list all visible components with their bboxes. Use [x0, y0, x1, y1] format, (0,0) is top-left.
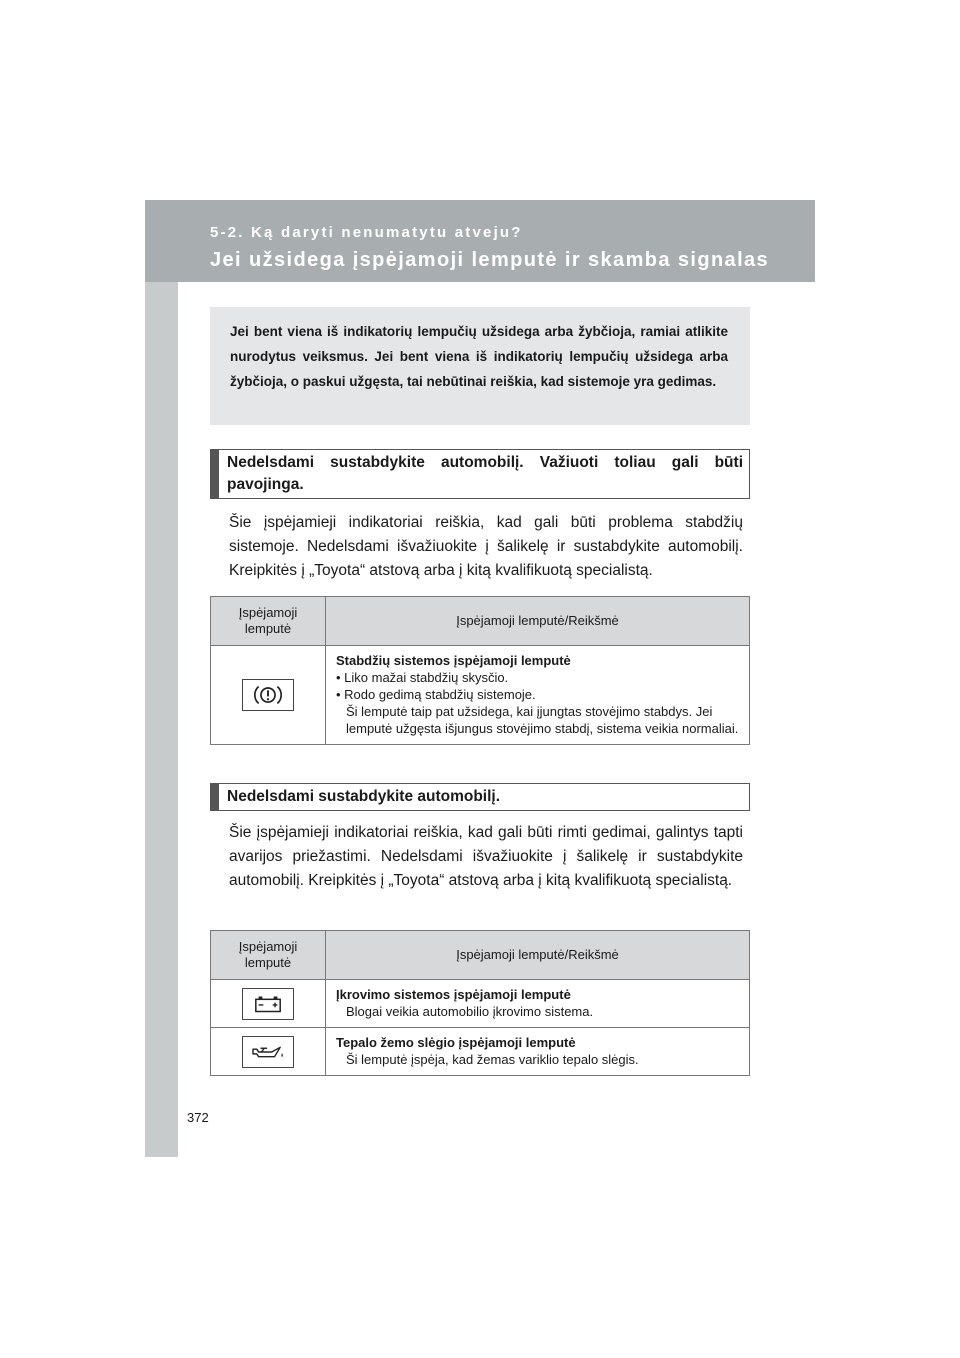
section1-text: Šie įspėjamieji indikatoriai reiškia, kad gali būti problema stabdžių sistemoje. Nedelsdami išvažiuokite į šalikelę ir sustabdykite automobilį. Kreipkitės į „Toyota“ atstovą arba į kitą kvalifikuotą specialistą.	[229, 514, 743, 579]
column-header-lamp: Įspėjamoji lemputė	[211, 597, 326, 646]
section-label: 5-2. Ką daryti nenumatytu atveju?	[210, 224, 523, 241]
column-header-meaning: Įspėjamoji lemputė/Reikšmė	[326, 931, 750, 980]
lamp-description: Blogai veikia automobilio įkrovimo sistema.	[346, 1004, 594, 1019]
oil-pressure-icon	[242, 1036, 294, 1068]
icon-cell	[211, 1028, 326, 1076]
table-row	[211, 646, 750, 745]
table-row	[211, 980, 750, 1028]
left-margin-strip	[145, 282, 178, 1157]
table-header-row	[211, 931, 750, 980]
section1-table	[210, 596, 750, 745]
column-header-meaning: Įspėjamoji lemputė/Reikšmė	[326, 597, 750, 646]
description-cell	[326, 646, 750, 745]
icon-cell	[211, 980, 326, 1028]
page-title: Jei užsidega įspėjamoji lemputė ir skamba signalas	[210, 249, 770, 271]
brake-warning-icon	[242, 679, 294, 711]
section2-heading: Nedelsdami sustabdykite automobilį.	[210, 783, 750, 811]
lamp-description: Ši lemputė įspėja, kad žemas variklio tepalo slėgis.	[346, 1052, 639, 1067]
lamp-bullet: • Liko mažai stabdžių skysčio.	[336, 670, 509, 685]
description-cell	[326, 1028, 750, 1076]
section2-text: Šie įspėjamieji indikatoriai reiškia, kad gali būti rimti gedimai, galintys tapti avarijos priežastimi. Nedelsdami išvažiuokite į šalikelę ir sustabdykite automobilį. Kreipkitės į „Toyota“ atstovą arba į kitą kvalifikuotą specialistą.	[229, 824, 743, 889]
column-header-lamp: Įspėjamoji lemputė	[211, 931, 326, 980]
description-cell	[326, 980, 750, 1028]
lamp-bullet: • Rodo gedimą stabdžių sistemoje.	[336, 687, 536, 702]
table-row	[211, 1028, 750, 1076]
icon-cell	[211, 646, 326, 745]
table-header-row	[211, 597, 750, 646]
lamp-title: Stabdžių sistemos įspėjamoji lemputė	[336, 653, 571, 668]
section2-table	[210, 930, 750, 1076]
lamp-note: Ši lemputė taip pat užsidega, kai įjungtas stovėjimo stabdys. Jei lemputė užgęsta išjungus stovėjimo stabdį, sistema veikia normaliai.	[346, 704, 739, 736]
section1-heading: Nedelsdami sustabdykite automobilį. Važiuoti toliau gali būti pavojinga.	[210, 449, 750, 499]
page-number: 372	[187, 1110, 209, 1125]
battery-charging-icon	[242, 988, 294, 1020]
intro-box: Jei bent viena iš indikatorių lempučių užsidega arba žybčioja, ramiai atlikite nurodytus veiksmus. Jei bent viena iš indikatorių lempučių užsidega arba žybčioja, o paskui užgęsta, tai nebūtinai reiškia, kad sistemoje yra gedimas.	[210, 307, 750, 425]
lamp-title: Įkrovimo sistemos įspėjamoji lemputė	[336, 987, 571, 1002]
lamp-title: Tepalo žemo slėgio įspėjamoji lemputė	[336, 1035, 576, 1050]
